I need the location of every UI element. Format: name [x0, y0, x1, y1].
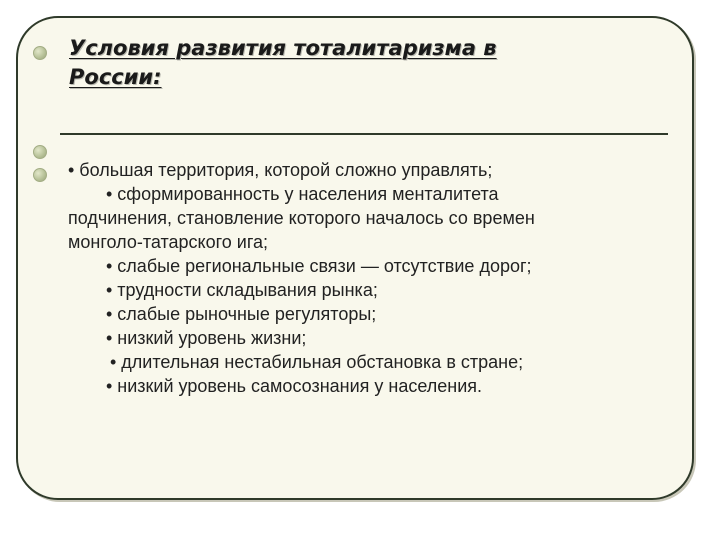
list-item: • сформированность у населения менталитета: [106, 184, 499, 204]
list-item: • слабые региональные связи — отсутствие дорог;: [106, 256, 532, 276]
list-item: • низкий уровень самосознания у населения.: [106, 376, 483, 396]
list-item-continuation: монголо-татарского ига;: [68, 232, 269, 252]
conditions-list: [68, 158, 668, 398]
horizontal-rule: [60, 133, 668, 135]
slide-title: [69, 34, 629, 92]
round-bullet-icon: [33, 46, 47, 60]
round-bullet-icon: [33, 168, 47, 182]
list-item: • низкий уровень жизни;: [106, 328, 307, 348]
list-item-continuation: подчинения, становление которого началось со времен: [68, 208, 535, 228]
list-item: • трудности складывания рынка;: [106, 280, 378, 300]
title-line-1: Условия развития тоталитаризма в: [69, 36, 497, 60]
title-line-2: России:: [69, 65, 162, 89]
list-item: • слабые рыночные регуляторы;: [106, 304, 377, 324]
list-item: • большая территория, которой сложно управлять;: [68, 160, 493, 180]
round-bullet-icon: [33, 145, 47, 159]
list-item: • длительная нестабильная обстановка в стране;: [110, 352, 524, 372]
